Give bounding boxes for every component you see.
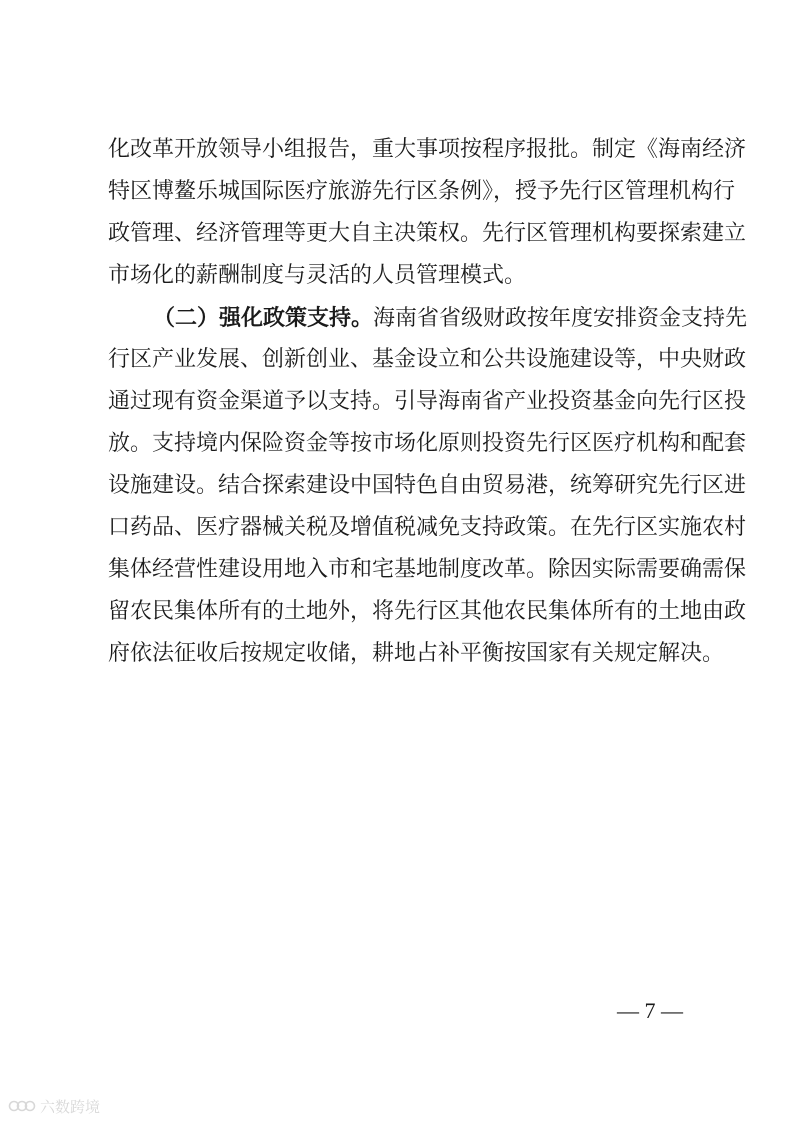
paragraph-line: 政管理、经济管理等更大自主决策权。先行区管理机构要探索建立	[108, 221, 747, 246]
paragraph-line: 市场化的薪酬制度与灵活的人员管理模式。	[108, 263, 527, 288]
section-first-line-text: 海南省省级财政按年度安排资金支持先	[373, 306, 748, 331]
page-number: — 7 —	[617, 998, 683, 1023]
paragraph-line: 口药品、医疗器械关税及增值税减免支持政策。在先行区实施农村	[108, 515, 747, 540]
paragraph-line: 放。支持境内保险资金等按市场化原则投资先行区医疗机构和配套	[108, 431, 747, 456]
paragraph-line: 通过现有资金渠道予以支持。引导海南省产业投资基金向先行区投	[108, 389, 747, 414]
watermark-logo-icon	[8, 1098, 36, 1114]
paragraph-line: 设施建设。结合探索建设中国特色自由贸易港，统筹研究先行区进	[108, 473, 747, 498]
watermark	[8, 1095, 100, 1117]
paragraph-line: 化改革开放领导小组报告，重大事项按程序报批。制定《海南经济	[108, 137, 747, 162]
paragraph-line: 集体经营性建设用地入市和宅基地制度改革。除因实际需要确需保	[108, 557, 747, 582]
section-heading: （二）强化政策支持。	[153, 305, 374, 331]
section-first-line	[153, 305, 748, 332]
paragraph-line: 行区产业发展、创新创业、基金设立和公共设施建设等，中央财政	[108, 347, 747, 372]
paragraph-line: 府依法征收后按规定收储，耕地占补平衡按国家有关规定解决。	[108, 641, 725, 666]
paragraph-line: 留农民集体所有的土地外，将先行区其他农民集体所有的土地由政	[108, 599, 747, 624]
paragraph-line: 特区博鳌乐城国际医疗旅游先行区条例》，授予先行区管理机构行	[108, 179, 736, 204]
watermark-text: 六数跨境	[40, 1097, 101, 1116]
